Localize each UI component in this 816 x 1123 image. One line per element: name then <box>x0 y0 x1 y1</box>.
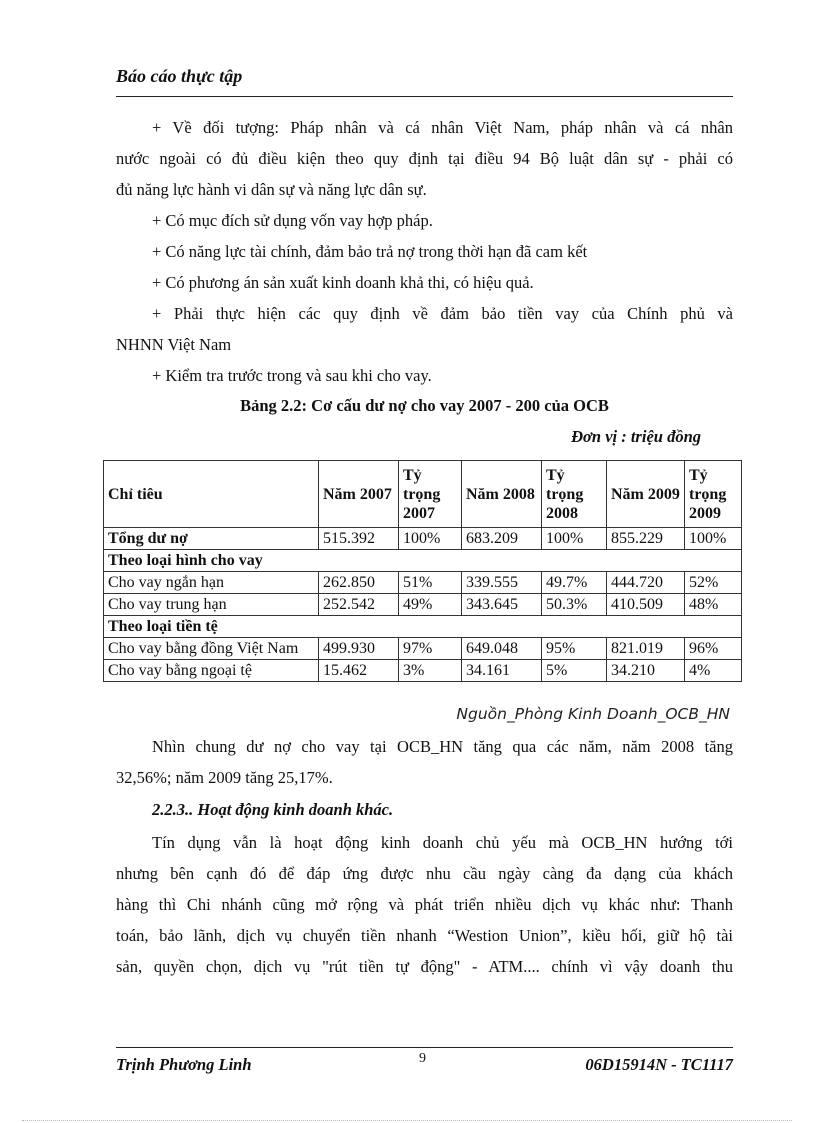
paragraph-line: + Có phương án sản xuất kinh doanh khả thi, có hiệu quả. <box>152 273 534 292</box>
paragraph-line: + Kiểm tra trước trong và sau khi cho vay. <box>152 366 432 385</box>
header-cell: Tỷ trọng 2007 <box>399 461 462 528</box>
table-cell: 444.720 <box>607 572 685 594</box>
section-heading: 2.2.3.. Hoạt động kinh doanh khác. <box>152 800 394 819</box>
header-title: Báo cáo thực tập <box>116 66 243 86</box>
row-label: Cho vay ngắn hạn <box>104 572 319 594</box>
table-cell: 100% <box>685 528 742 550</box>
table-cell: 252.542 <box>319 594 399 616</box>
table-row <box>104 528 742 550</box>
table-cell: 48% <box>685 594 742 616</box>
paragraph-line: hàng thì Chi nhánh cũng mở rộng và phát triển nhiều dịch vụ khác như: Thanh <box>116 895 733 914</box>
paragraph-line: NHNN Việt Nam <box>116 335 232 354</box>
loan-structure-table <box>103 460 742 682</box>
table-cell: 4% <box>685 660 742 682</box>
table-cell: 15.462 <box>319 660 399 682</box>
table-cell: 49.7% <box>542 572 607 594</box>
table-cell: 34.161 <box>462 660 542 682</box>
table-cell: 262.850 <box>319 572 399 594</box>
paragraph-line: + Về đối tượng: Pháp nhân và cá nhân Việt Nam, pháp nhân và cá nhân <box>152 118 733 137</box>
table-cell: 855.229 <box>607 528 685 550</box>
paragraph-line: + Có mục đích sử dụng vốn vay hợp pháp. <box>152 211 433 230</box>
table-cell: 51% <box>399 572 462 594</box>
footer-author: Trịnh Phương Linh <box>116 1055 252 1074</box>
header-rule <box>116 96 733 97</box>
table-cell: 34.210 <box>607 660 685 682</box>
group-label: Theo loại tiền tệ <box>104 616 742 638</box>
table-cell: 100% <box>542 528 607 550</box>
group-label: Theo loại hình cho vay <box>104 550 742 572</box>
row-label: Cho vay bằng ngoại tệ <box>104 660 319 682</box>
table-unit: Đơn vị : triệu đồng <box>571 427 701 446</box>
header-cell: Năm 2007 <box>319 461 399 528</box>
table-cell: 3% <box>399 660 462 682</box>
table-group-row <box>104 616 742 638</box>
row-label: Tổng dư nợ <box>104 528 319 550</box>
table-cell: 339.555 <box>462 572 542 594</box>
table-source: Nguồn_Phòng Kinh Doanh_OCB_HN <box>456 705 730 723</box>
header-cell: Tỷ trọng 2008 <box>542 461 607 528</box>
header-cell: Tỷ trọng 2009 <box>685 461 742 528</box>
paragraph-line: nhưng bên cạnh đó để đáp ứng được nhu cầu ngày càng đa dạng của khách <box>116 864 733 883</box>
table-cell: 683.209 <box>462 528 542 550</box>
table-cell: 95% <box>542 638 607 660</box>
header-cell: Năm 2008 <box>462 461 542 528</box>
page-edge-dots <box>22 1120 792 1121</box>
paragraph-line: Nhìn chung dư nợ cho vay tại OCB_HN tăng qua các năm, năm 2008 tăng <box>152 737 733 756</box>
table-cell: 649.048 <box>462 638 542 660</box>
paragraph-line: đủ năng lực hành vi dân sự và năng lực dân sự. <box>116 180 427 199</box>
row-label: Cho vay bằng đồng Việt Nam <box>104 638 319 660</box>
paragraph-line: + Có năng lực tài chính, đảm bảo trả nợ trong thời hạn đã cam kết <box>152 242 588 261</box>
paragraph-line: Tín dụng vẫn là hoạt động kinh doanh chủ yếu mà OCB_HN hướng tới <box>152 833 733 852</box>
table-cell: 515.392 <box>319 528 399 550</box>
table-cell: 410.509 <box>607 594 685 616</box>
table-cell: 52% <box>685 572 742 594</box>
table-row <box>104 572 742 594</box>
table-cell: 97% <box>399 638 462 660</box>
table-cell: 821.019 <box>607 638 685 660</box>
row-label: Cho vay trung hạn <box>104 594 319 616</box>
table-group-row <box>104 550 742 572</box>
paragraph-line: + Phải thực hiện các quy định về đảm bảo tiền vay của Chính phủ và <box>152 304 733 323</box>
table-cell: 96% <box>685 638 742 660</box>
page-number: 9 <box>419 1051 426 1066</box>
table-cell: 49% <box>399 594 462 616</box>
footer-rule <box>116 1047 733 1048</box>
table-cell: 5% <box>542 660 607 682</box>
table-cell: 50.3% <box>542 594 607 616</box>
header-cell: Năm 2009 <box>607 461 685 528</box>
table-row <box>104 638 742 660</box>
table-caption: Bảng 2.2: Cơ cấu dư nợ cho vay 2007 - 200 của OCB <box>240 396 609 415</box>
table-row <box>104 594 742 616</box>
table-cell: 499.930 <box>319 638 399 660</box>
paragraph-line: sản, quyền chọn, dịch vụ "rút tiền tự động" - ATM.... chính vì vậy doanh thu <box>116 957 733 976</box>
table-cell: 100% <box>399 528 462 550</box>
table-row <box>104 660 742 682</box>
table-header-row <box>104 461 742 528</box>
footer-code: 06D15914N - TC1117 <box>585 1055 733 1074</box>
paragraph-line: 32,56%; năm 2009 tăng 25,17%. <box>116 768 333 787</box>
header-cell: Chỉ tiêu <box>104 461 319 528</box>
table-cell: 343.645 <box>462 594 542 616</box>
paragraph-line: toán, bảo lãnh, dịch vụ chuyển tiền nhanh “Westion Union”, kiều hối, giữ hộ tài <box>116 926 733 945</box>
paragraph-line: nước ngoài có đủ điều kiện theo quy định tại điều 94 Bộ luật dân sự - phải có <box>116 149 733 168</box>
